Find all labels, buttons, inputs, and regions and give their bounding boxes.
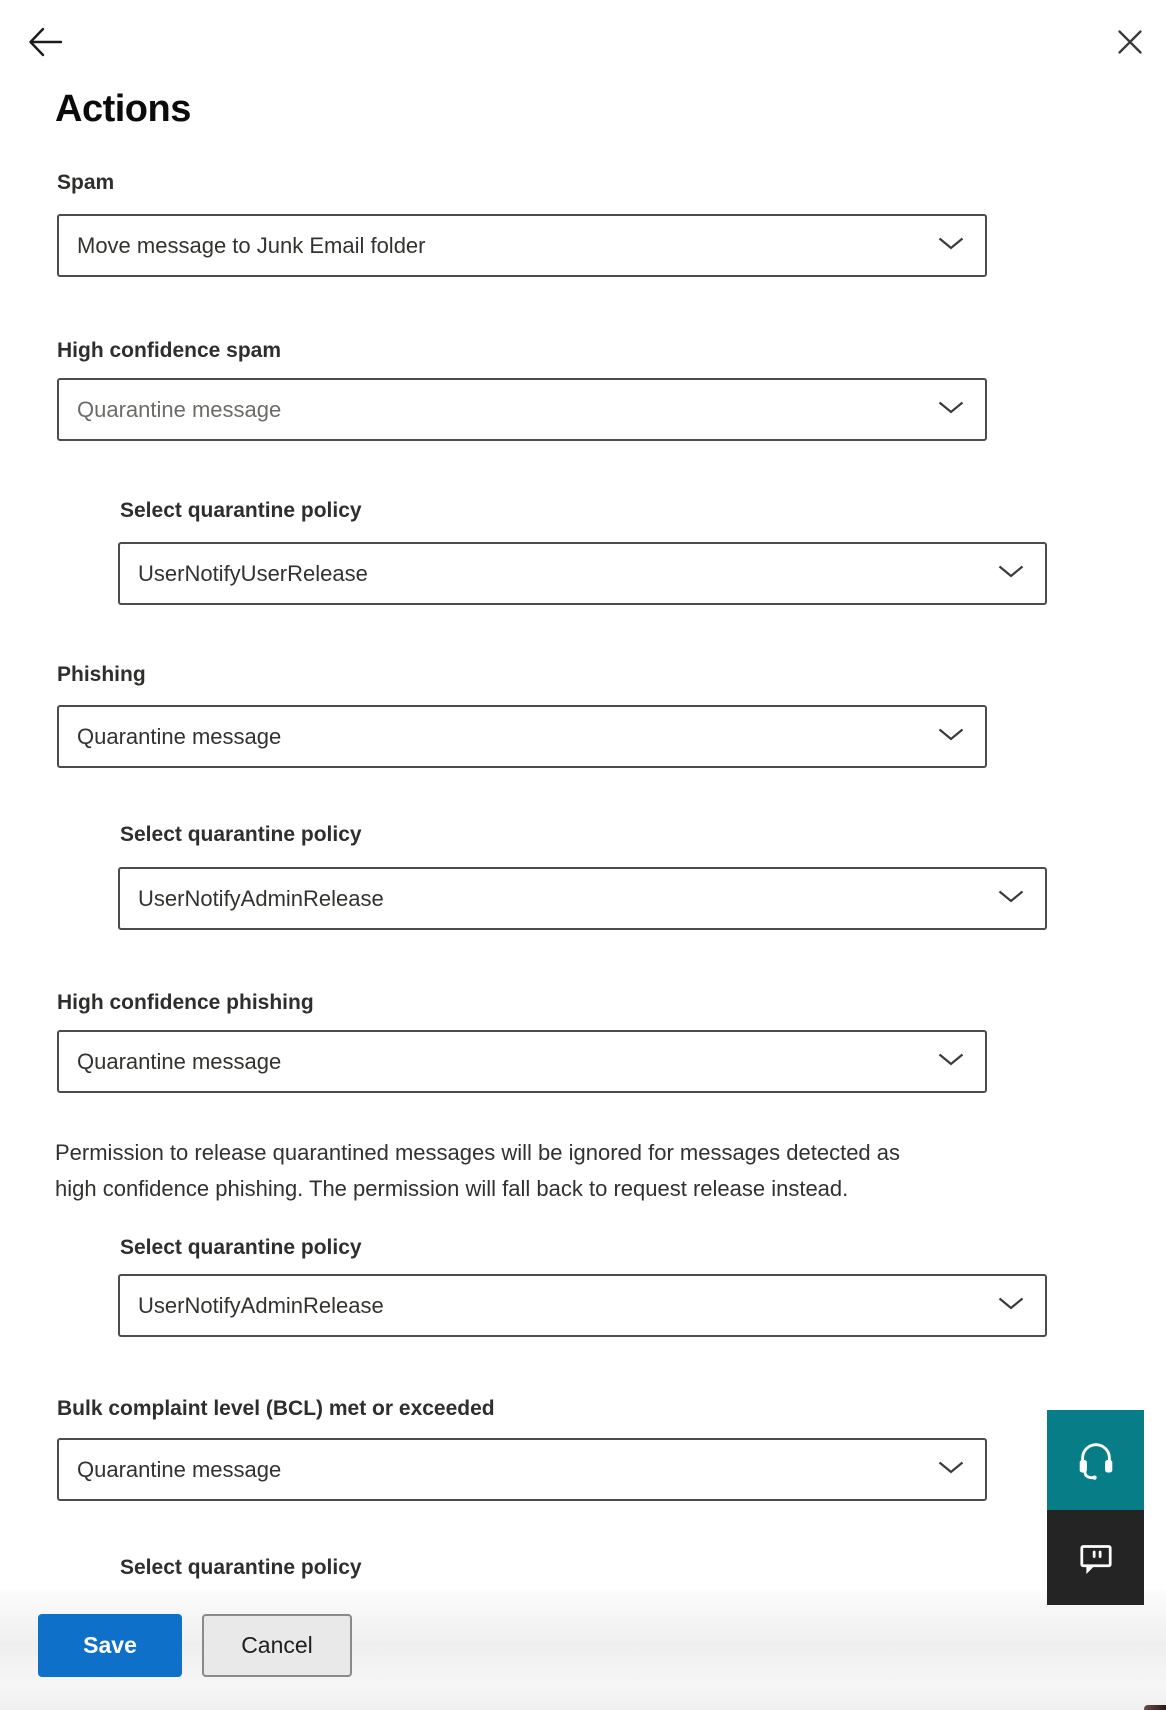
chevron-down-icon — [937, 1460, 965, 1480]
cancel-button[interactable]: Cancel — [202, 1614, 352, 1677]
close-button[interactable] — [1113, 25, 1147, 59]
phishing-quarantine-policy-combobox[interactable] — [118, 867, 1047, 930]
combobox-value: UserNotifyAdminRelease — [138, 1292, 384, 1318]
info-note-line: Permission to release quarantined messages will be ignored for messages detected as — [55, 1140, 901, 1165]
corner-artifact — [1144, 1705, 1166, 1710]
combobox-value: Move message to Junk Email folder — [77, 232, 426, 258]
headset-icon — [1073, 1437, 1119, 1483]
chevron-down-icon — [937, 727, 965, 747]
chevron-down-icon — [997, 1296, 1025, 1316]
combobox-value: UserNotifyAdminRelease — [138, 885, 384, 911]
combobox-value: Quarantine message — [77, 1456, 282, 1482]
feedback-button[interactable] — [1047, 1510, 1144, 1605]
back-arrow-icon — [26, 26, 64, 58]
high-confidence-spam-label: High confidence spam — [57, 339, 282, 362]
chevron-down-icon — [937, 400, 965, 420]
chevron-down-icon — [997, 889, 1025, 909]
save-button[interactable]: Save — [38, 1614, 182, 1677]
hcp-quarantine-policy-combobox[interactable] — [118, 1274, 1047, 1337]
bcl-quarantine-policy-label-clipped — [120, 1556, 362, 1585]
help-button[interactable] — [1047, 1410, 1144, 1510]
combobox-value: Quarantine message — [77, 1048, 282, 1074]
chevron-down-icon — [937, 1052, 965, 1072]
chevron-down-icon — [937, 236, 965, 256]
high-confidence-spam-action-combobox[interactable] — [57, 378, 987, 441]
close-icon — [1116, 28, 1144, 56]
hcs-quarantine-policy-combobox[interactable] — [118, 542, 1047, 605]
phishing-label: Phishing — [57, 663, 146, 686]
high-confidence-phishing-label: High confidence phishing — [57, 991, 314, 1014]
back-button[interactable] — [24, 24, 66, 60]
spam-action-combobox[interactable] — [57, 214, 987, 277]
high-confidence-phishing-info-note — [55, 1135, 1045, 1207]
chat-bubble-icon — [1074, 1536, 1118, 1580]
combobox-value: Quarantine message — [77, 723, 282, 749]
phishing-quarantine-policy-label: Select quarantine policy — [120, 823, 362, 846]
chevron-down-icon — [997, 564, 1025, 584]
page-title: Actions — [55, 88, 191, 130]
phishing-action-combobox[interactable] — [57, 705, 987, 768]
high-confidence-phishing-action-combobox[interactable] — [57, 1030, 987, 1093]
field-label: Select quarantine policy — [120, 1556, 362, 1579]
hcs-quarantine-policy-label: Select quarantine policy — [120, 499, 362, 522]
spam-label: Spam — [57, 171, 115, 194]
bulk-complaint-level-action-combobox[interactable] — [57, 1438, 987, 1501]
combobox-value: UserNotifyUserRelease — [138, 560, 368, 586]
combobox-value: Quarantine message — [77, 396, 282, 422]
hcp-quarantine-policy-label: Select quarantine policy — [120, 1236, 362, 1259]
bulk-complaint-level-label: Bulk complaint level (BCL) met or exceeded — [57, 1397, 495, 1420]
info-note-line: high confidence phishing. The permission will fall back to request release instead. — [55, 1176, 849, 1201]
